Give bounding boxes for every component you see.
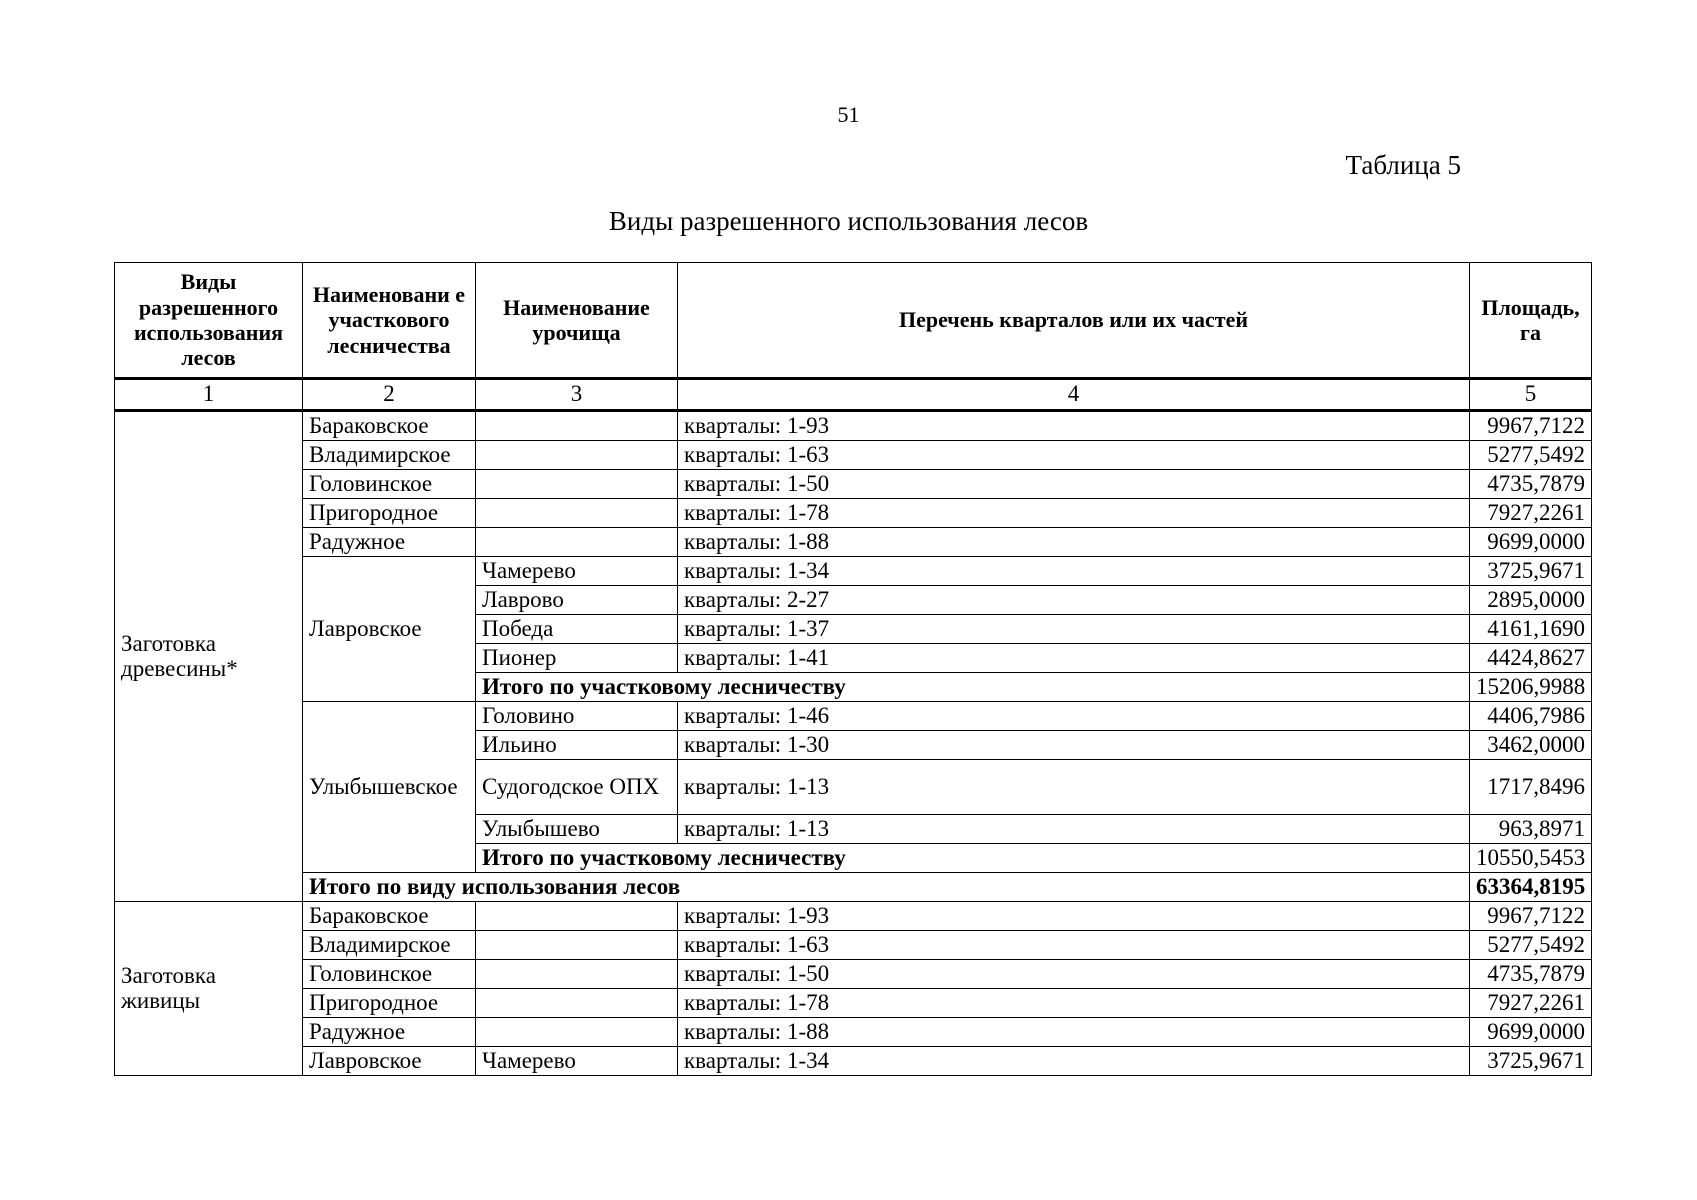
forestry-cell: Бараковское	[303, 411, 476, 441]
quarters-cell: кварталы: 1-88	[678, 1018, 1470, 1047]
quarters-cell: кварталы: 1-78	[678, 499, 1470, 528]
area-cell: 3725,9671	[1470, 557, 1592, 586]
quarters-cell: кварталы: 1-41	[678, 644, 1470, 673]
area-cell: 4424,8627	[1470, 644, 1592, 673]
header-area: Площадь, га	[1470, 263, 1592, 379]
forestry-cell: Радужное	[303, 1018, 476, 1047]
table-row	[115, 989, 1592, 1018]
area-cell: 4735,7879	[1470, 960, 1592, 989]
area-cell: 4406,7986	[1470, 702, 1592, 731]
tract-cell	[476, 441, 678, 470]
quarters-cell: кварталы: 1-50	[678, 470, 1470, 499]
forestry-cell: Улыбышевское	[303, 702, 476, 873]
quarters-cell: кварталы: 1-63	[678, 931, 1470, 960]
tract-cell	[476, 470, 678, 499]
page-number: 51	[837, 102, 860, 127]
header-forestry: Наименовани е участкового лесничества	[303, 263, 476, 379]
quarters-cell: кварталы: 1-13	[678, 760, 1470, 815]
quarters-cell: кварталы: 1-50	[678, 960, 1470, 989]
column-number: 5	[1470, 379, 1592, 411]
quarters-cell: кварталы: 1-30	[678, 731, 1470, 760]
forest-use-table	[114, 262, 1592, 1076]
quarters-cell: кварталы: 1-37	[678, 615, 1470, 644]
area-cell: 4161,1690	[1470, 615, 1592, 644]
tract-cell	[476, 1018, 678, 1047]
tract-cell	[476, 528, 678, 557]
column-number: 4	[678, 379, 1470, 411]
area-cell: 5277,5492	[1470, 441, 1592, 470]
quarters-cell: кварталы: 1-34	[678, 557, 1470, 586]
area-cell: 963,8971	[1470, 815, 1592, 844]
quarters-cell: кварталы: 2-27	[678, 586, 1470, 615]
column-number: 2	[303, 379, 476, 411]
area-cell: 7927,2261	[1470, 989, 1592, 1018]
area-cell: 1717,8496	[1470, 760, 1592, 815]
tract-cell	[476, 499, 678, 528]
area-cell: 5277,5492	[1470, 931, 1592, 960]
kind-total-area: 63364,8195	[1470, 873, 1592, 902]
use-kind-cell: Заготовка живицы	[115, 902, 303, 1076]
forestry-cell: Пригородное	[303, 989, 476, 1018]
document-title: Виды разрешенного использования лесов	[608, 206, 1089, 236]
tract-cell: Лаврово	[476, 586, 678, 615]
subtotal-label: Итого по участковому лесничеству	[476, 844, 1470, 873]
tract-cell	[476, 960, 678, 989]
subtotal-label: Итого по участковому лесничеству	[476, 673, 1470, 702]
header-row	[115, 263, 1592, 379]
table-row	[115, 931, 1592, 960]
quarters-cell: кварталы: 1-78	[678, 989, 1470, 1018]
quarters-cell: кварталы: 1-88	[678, 528, 1470, 557]
table-row	[115, 702, 1592, 731]
area-cell: 3725,9671	[1470, 1047, 1592, 1076]
use-kind-cell: Заготовка древесины*	[115, 411, 303, 902]
quarters-cell: кварталы: 1-63	[678, 441, 1470, 470]
forestry-cell: Лавровское	[303, 1047, 476, 1076]
tract-cell	[476, 411, 678, 441]
column-number-row	[115, 379, 1592, 411]
tract-cell	[476, 989, 678, 1018]
table-row	[115, 411, 1592, 441]
quarters-cell: кварталы: 1-34	[678, 1047, 1470, 1076]
area-cell: 3462,0000	[1470, 731, 1592, 760]
table-row	[115, 470, 1592, 499]
quarters-cell: кварталы: 1-46	[678, 702, 1470, 731]
header-kind: Виды разрешенного использования лесов	[115, 263, 303, 379]
forestry-cell: Владимирское	[303, 441, 476, 470]
table-row	[115, 1018, 1592, 1047]
header-tract: Наименование урочища	[476, 263, 678, 379]
tract-cell: Победа	[476, 615, 678, 644]
tract-cell: Головино	[476, 702, 678, 731]
area-cell: 9967,7122	[1470, 411, 1592, 441]
tract-cell	[476, 931, 678, 960]
forestry-cell: Лавровское	[303, 557, 476, 702]
tract-cell: Чамерево	[476, 1047, 678, 1076]
area-cell: 4735,7879	[1470, 470, 1592, 499]
area-cell: 9699,0000	[1470, 1018, 1592, 1047]
forestry-cell: Головинское	[303, 470, 476, 499]
table-row	[115, 1047, 1592, 1076]
area-cell: 9967,7122	[1470, 902, 1592, 931]
kind-total-row	[115, 873, 1592, 902]
quarters-cell: кварталы: 1-93	[678, 411, 1470, 441]
header-quarters: Перечень кварталов или их частей	[678, 263, 1470, 379]
tract-cell	[476, 902, 678, 931]
table-row	[115, 528, 1592, 557]
subtotal-area: 10550,5453	[1470, 844, 1592, 873]
table-row	[115, 499, 1592, 528]
column-number: 1	[115, 379, 303, 411]
kind-total-label: Итого по виду использования лесов	[303, 873, 1470, 902]
tract-cell: Улыбышево	[476, 815, 678, 844]
column-number: 3	[476, 379, 678, 411]
forestry-cell: Владимирское	[303, 931, 476, 960]
area-cell: 7927,2261	[1470, 499, 1592, 528]
forestry-cell: Бараковское	[303, 902, 476, 931]
quarters-cell: кварталы: 1-93	[678, 902, 1470, 931]
tract-cell: Пионер	[476, 644, 678, 673]
tract-cell: Судогодское ОПХ	[476, 760, 678, 815]
table-row	[115, 557, 1592, 586]
quarters-cell: кварталы: 1-13	[678, 815, 1470, 844]
area-cell: 9699,0000	[1470, 528, 1592, 557]
forestry-cell: Пригородное	[303, 499, 476, 528]
table-row	[115, 441, 1592, 470]
area-cell: 2895,0000	[1470, 586, 1592, 615]
table-row	[115, 960, 1592, 989]
tract-cell: Ильино	[476, 731, 678, 760]
tract-cell: Чамерево	[476, 557, 678, 586]
forestry-cell: Головинское	[303, 960, 476, 989]
table-row	[115, 902, 1592, 931]
forestry-cell: Радужное	[303, 528, 476, 557]
table-label: Таблица 5	[1345, 150, 1461, 180]
subtotal-area: 15206,9988	[1470, 673, 1592, 702]
